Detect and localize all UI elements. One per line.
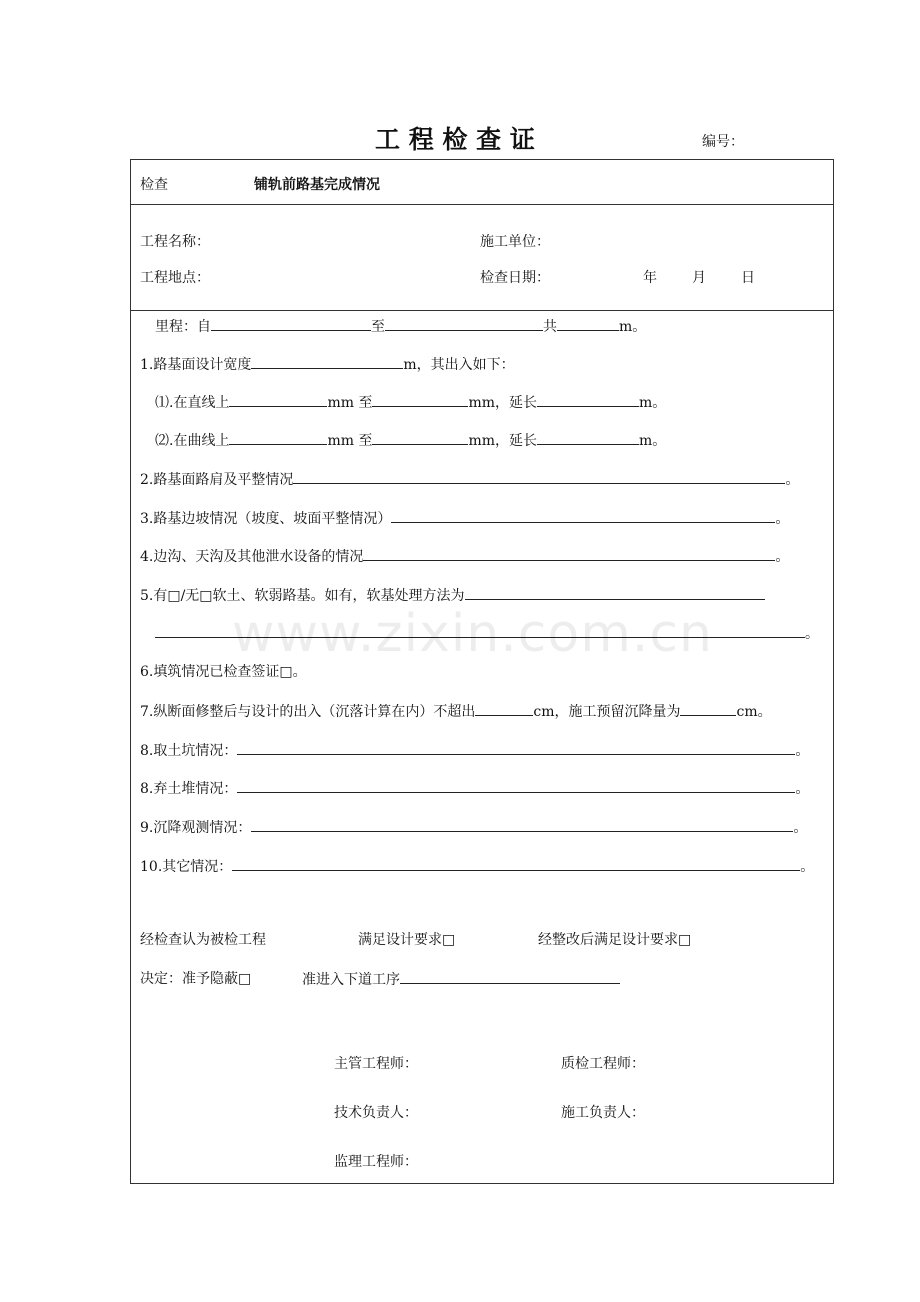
project-location-label: 工程地点：	[140, 270, 210, 286]
blank-field[interactable]	[475, 700, 533, 716]
text: 。	[795, 781, 810, 797]
text: 共	[543, 319, 557, 335]
check-date-label: 检查日期：	[480, 270, 550, 286]
text: mm 至	[327, 395, 373, 411]
text: ⑴.在直线上	[155, 395, 230, 411]
blank-field[interactable]	[237, 777, 795, 793]
blank-field[interactable]	[251, 353, 403, 369]
text: mm，延长	[468, 395, 538, 411]
text: 。	[793, 820, 808, 836]
blank-field[interactable]	[232, 855, 800, 871]
date-year: 年	[643, 270, 657, 286]
text: 。	[785, 472, 800, 488]
text: 2.路基面路肩及平整情况	[140, 472, 294, 488]
text: mm，延长	[468, 433, 538, 449]
text: 。	[795, 743, 810, 759]
text: 9.沉降观测情况：	[140, 820, 252, 836]
q10-line	[140, 855, 814, 876]
option-meets-after-rectification[interactable]: 经整改后满足设计要求□	[538, 932, 692, 948]
blank-field[interactable]	[211, 315, 371, 331]
text: 10.其它情况：	[140, 859, 233, 875]
blank-field[interactable]	[251, 816, 793, 832]
option-meets-requirements[interactable]: 满足设计要求□	[358, 932, 456, 948]
date-day: 日	[741, 270, 755, 286]
q5-line	[140, 584, 765, 605]
blank-field[interactable]	[372, 391, 468, 407]
blank-field[interactable]	[465, 584, 765, 600]
text: m，其出入如下：	[403, 357, 515, 373]
text: m。	[639, 433, 667, 449]
tech-lead-label: 技术负责人：	[334, 1105, 418, 1121]
text: m。	[619, 319, 647, 335]
serial-number-label: 编号：	[702, 134, 744, 150]
text: cm，施工预留沉降量为	[533, 704, 681, 720]
text: 6.填筑情况已检查签证□。	[140, 664, 307, 680]
blank-field[interactable]	[237, 739, 795, 755]
text: 3.路基边坡情况（坡度、坡面平整情况）	[140, 511, 392, 527]
text: 。	[775, 511, 790, 527]
blank-field[interactable]	[372, 429, 468, 445]
watermark: www.zixin.com.cn	[232, 604, 713, 664]
blank-field[interactable]	[537, 429, 639, 445]
blank-field[interactable]	[229, 391, 327, 407]
text: 里程：自	[155, 319, 211, 335]
q9-line	[140, 816, 807, 837]
text: 。	[805, 626, 819, 642]
text: mm 至	[327, 433, 373, 449]
text: 4.边沟、天沟及其他泄水设备的情况	[140, 549, 364, 565]
blank-field[interactable]	[391, 507, 775, 523]
blank-field[interactable]	[400, 968, 620, 984]
check-label: 检查	[140, 177, 168, 193]
next-process-line	[302, 968, 620, 989]
text: m。	[639, 395, 667, 411]
text: cm。	[736, 704, 772, 720]
q4-line	[140, 545, 789, 566]
decision-conceal[interactable]: 决定：准予隐蔽□	[140, 971, 252, 987]
blank-field[interactable]	[385, 315, 543, 331]
mileage-line	[155, 315, 646, 336]
check-item: 铺轨前路基完成情况	[254, 177, 380, 193]
q6-line	[140, 661, 307, 681]
project-name-label: 工程名称：	[140, 234, 210, 250]
text: 至	[371, 319, 385, 335]
text: 8.弃土堆情况：	[140, 781, 238, 797]
blank-field[interactable]	[293, 468, 785, 484]
text: 8.取土坑情况：	[140, 743, 238, 759]
q1a-line	[155, 391, 666, 412]
date-month: 月	[692, 270, 706, 286]
blank-field[interactable]	[680, 700, 736, 716]
q2-line	[140, 468, 799, 489]
text: 。	[775, 549, 790, 565]
q8a-line	[140, 739, 809, 760]
chief-engineer-label: 主管工程师：	[334, 1056, 418, 1072]
divider	[130, 204, 834, 205]
blank-field[interactable]	[557, 315, 619, 331]
text: 5.有□/无□软土、软弱路基。如有，软基处理方法为	[140, 588, 465, 604]
qc-engineer-label: 质检工程师：	[561, 1056, 645, 1072]
construction-lead-label: 施工负责人：	[561, 1105, 645, 1121]
q7-line	[140, 700, 772, 721]
text: ⑵.在曲线上	[155, 433, 230, 449]
contractor-label: 施工单位：	[480, 234, 550, 250]
blank-field[interactable]	[537, 391, 639, 407]
q1b-line	[155, 429, 666, 450]
q8b-line	[140, 777, 809, 798]
blank-field[interactable]	[229, 429, 327, 445]
conclusion-text: 经检查认为被检工程	[140, 932, 266, 948]
text: 7.纵断面修整后与设计的出入（沉落计算在内）不超出	[140, 704, 476, 720]
text: 准进入下道工序	[302, 972, 400, 988]
supervisor-label: 监理工程师：	[334, 1154, 418, 1170]
text: 1.路基面设计宽度	[140, 357, 252, 373]
text: 。	[800, 859, 815, 875]
q3-line	[140, 507, 789, 528]
page-title: 工 程 检 查 证	[375, 125, 535, 154]
divider	[130, 310, 834, 311]
blank-field[interactable]	[363, 545, 775, 561]
q1-line	[140, 353, 515, 374]
